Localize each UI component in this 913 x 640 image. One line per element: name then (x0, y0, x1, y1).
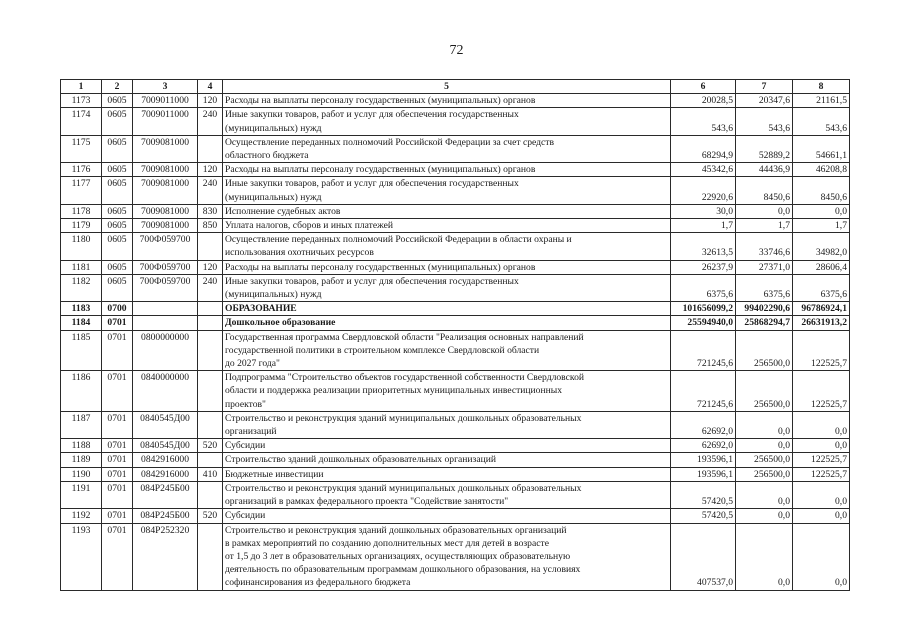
amount-col6: 68294,9 (671, 135, 736, 162)
target-code (133, 316, 198, 330)
description-line: Расходы на выплаты персоналу государственных (муниципальных) органов (225, 95, 536, 107)
amount-col8: 0,0 (793, 509, 850, 523)
target-code: 0840545Д00 (133, 411, 198, 438)
expense-type-code (198, 302, 223, 316)
section-code: 0701 (102, 411, 133, 438)
expense-type-code (198, 371, 223, 412)
expense-type-code: 410 (198, 467, 223, 481)
row-description (223, 509, 671, 523)
target-code: 0800000000 (133, 330, 198, 371)
description-line: проектов" (225, 398, 266, 410)
row-description (223, 204, 671, 218)
table-row (61, 177, 850, 204)
section-code: 0701 (102, 467, 133, 481)
target-code: 700Ф059700 (133, 274, 198, 301)
amount-col8: 0,0 (793, 523, 850, 590)
table-row (61, 371, 850, 412)
target-code: 0842916000 (133, 467, 198, 481)
amount-col8: 21161,5 (793, 94, 850, 108)
expense-type-code: 850 (198, 219, 223, 233)
description-line: Расходы на выплаты персоналу государственных (муниципальных) органов (225, 164, 536, 176)
row-description (223, 274, 671, 301)
amount-col7: 27371,0 (736, 260, 793, 274)
target-code: 7009081000 (133, 135, 198, 162)
section-code: 0605 (102, 94, 133, 108)
target-code (133, 302, 198, 316)
row-description (223, 371, 671, 412)
expense-type-code (198, 233, 223, 260)
amount-col8: 122525,7 (793, 467, 850, 481)
amount-col6: 57420,5 (671, 481, 736, 508)
amount-col7: 44436,9 (736, 163, 793, 177)
column-header: 6 (671, 80, 736, 94)
amount-col6: 25594940,0 (671, 316, 736, 330)
column-header: 2 (102, 80, 133, 94)
amount-col7: 33746,6 (736, 233, 793, 260)
target-code: 7009011000 (133, 108, 198, 135)
amount-col6: 543,6 (671, 108, 736, 135)
table-row (61, 233, 850, 260)
table-header-row (61, 80, 850, 94)
description-line: Исполнение судебных актов (225, 205, 341, 217)
section-code: 0605 (102, 163, 133, 177)
section-code: 0605 (102, 177, 133, 204)
expense-type-code: 240 (198, 108, 223, 135)
amount-col6: 62692,0 (671, 411, 736, 438)
description-line: Расходы на выплаты персоналу государственных (муниципальных) органов (225, 261, 536, 273)
target-code: 084P245Б00 (133, 509, 198, 523)
column-header: 7 (736, 80, 793, 94)
section-code: 0701 (102, 316, 133, 330)
table-row (61, 163, 850, 177)
amount-col8: 122525,7 (793, 371, 850, 412)
row-number: 1186 (61, 371, 102, 412)
amount-col6: 26237,9 (671, 260, 736, 274)
table-row (61, 260, 850, 274)
target-code: 084P252320 (133, 523, 198, 590)
row-description (223, 467, 671, 481)
amount-col8: 122525,7 (793, 330, 850, 371)
amount-col7: 1,7 (736, 219, 793, 233)
expense-type-code (198, 135, 223, 162)
description-line: Дошкольное образование (225, 317, 336, 329)
target-code: 0842916000 (133, 453, 198, 467)
amount-col8: 96786924,1 (793, 302, 850, 316)
amount-col7: 256500,0 (736, 453, 793, 467)
table-row (61, 453, 850, 467)
section-code: 0701 (102, 453, 133, 467)
row-number: 1192 (61, 509, 102, 523)
target-code: 7009081000 (133, 219, 198, 233)
table-row (61, 94, 850, 108)
amount-col6: 193596,1 (671, 453, 736, 467)
amount-col7: 8450,6 (736, 177, 793, 204)
row-number: 1187 (61, 411, 102, 438)
expense-type-code: 520 (198, 509, 223, 523)
amount-col8: 0,0 (793, 439, 850, 453)
table-row (61, 523, 850, 590)
expense-type-code: 120 (198, 94, 223, 108)
section-code: 0700 (102, 302, 133, 316)
description-line: Иные закупки товаров, работ и услуг для обеспечения государственных (225, 178, 519, 190)
section-code: 0701 (102, 371, 133, 412)
table-row (61, 302, 850, 316)
amount-col6: 62692,0 (671, 439, 736, 453)
row-number: 1181 (61, 260, 102, 274)
expense-type-code (198, 481, 223, 508)
amount-col7: 0,0 (736, 439, 793, 453)
description-line: областного бюджета (225, 150, 309, 162)
table-row (61, 411, 850, 438)
amount-col6: 6375,6 (671, 274, 736, 301)
amount-col7: 99402290,6 (736, 302, 793, 316)
amount-col6: 101656099,2 (671, 302, 736, 316)
description-line: (муниципальных) нужд (225, 289, 322, 301)
amount-col8: 1,7 (793, 219, 850, 233)
amount-col7: 256500,0 (736, 330, 793, 371)
page-number: 72 (449, 43, 464, 58)
description-line: Строительство и реконструкция зданий дошкольных образовательных организаций (225, 524, 567, 536)
amount-col6: 57420,5 (671, 509, 736, 523)
amount-col7: 256500,0 (736, 467, 793, 481)
budget-table (60, 79, 850, 591)
description-line: Осуществление переданных полномочий Российской Федерации за счет средств (225, 136, 555, 148)
amount-col6: 193596,1 (671, 467, 736, 481)
description-line: Бюджетные инвестиции (225, 468, 324, 480)
row-description (223, 302, 671, 316)
column-header: 8 (793, 80, 850, 94)
amount-col8: 0,0 (793, 481, 850, 508)
row-description (223, 177, 671, 204)
description-line: Строительство и реконструкция зданий муниципальных дошкольных образовательных (225, 412, 582, 424)
expense-type-code (198, 453, 223, 467)
section-code: 0605 (102, 233, 133, 260)
description-line: Строительство и реконструкция зданий муниципальных дошкольных образовательных (225, 482, 582, 494)
row-description (223, 219, 671, 233)
description-line: Подпрограмма "Строительство объектов государственной собственности Свердловской (225, 372, 584, 384)
section-code: 0605 (102, 204, 133, 218)
amount-col8: 6375,6 (793, 274, 850, 301)
row-description (223, 523, 671, 590)
description-line: Иные закупки товаров, работ и услуг для обеспечения государственных (225, 275, 519, 287)
row-number: 1191 (61, 481, 102, 508)
row-number: 1185 (61, 330, 102, 371)
amount-col8: 54661,1 (793, 135, 850, 162)
target-code: 700Ф059700 (133, 233, 198, 260)
table-row (61, 439, 850, 453)
section-code: 0605 (102, 219, 133, 233)
section-code: 0701 (102, 509, 133, 523)
description-line: (муниципальных) нужд (225, 191, 322, 203)
section-code: 0605 (102, 108, 133, 135)
target-code: 7009081000 (133, 204, 198, 218)
description-line: Иные закупки товаров, работ и услуг для обеспечения государственных (225, 109, 519, 121)
description-line: Строительство зданий дошкольных образовательных организаций (225, 454, 497, 466)
description-line: использования охотничьих ресурсов (225, 247, 374, 259)
expense-type-code (198, 330, 223, 371)
expense-type-code: 120 (198, 163, 223, 177)
column-header: 1 (61, 80, 102, 94)
amount-col8: 26631913,2 (793, 316, 850, 330)
row-number: 1183 (61, 302, 102, 316)
amount-col7: 52889,2 (736, 135, 793, 162)
table-row (61, 509, 850, 523)
amount-col8: 34982,0 (793, 233, 850, 260)
row-description (223, 481, 671, 508)
row-number: 1177 (61, 177, 102, 204)
description-line: Государственная программа Свердловской области "Реализация основных направлений (225, 331, 584, 343)
amount-col6: 45342,6 (671, 163, 736, 177)
amount-col8: 0,0 (793, 411, 850, 438)
table-row (61, 481, 850, 508)
amount-col6: 407537,0 (671, 523, 736, 590)
target-code: 7009011000 (133, 94, 198, 108)
target-code: 7009081000 (133, 163, 198, 177)
row-description (223, 163, 671, 177)
amount-col6: 20028,5 (671, 94, 736, 108)
row-number: 1184 (61, 316, 102, 330)
table-row (61, 108, 850, 135)
row-description (223, 316, 671, 330)
amount-col7: 0,0 (736, 523, 793, 590)
row-description (223, 233, 671, 260)
amount-col7: 0,0 (736, 411, 793, 438)
row-description (223, 260, 671, 274)
description-line: софинансирования из федерального бюджета (225, 577, 411, 589)
section-code: 0701 (102, 330, 133, 371)
expense-type-code: 240 (198, 177, 223, 204)
row-number: 1189 (61, 453, 102, 467)
expense-type-code (198, 523, 223, 590)
column-header: 5 (223, 80, 671, 94)
expense-type-code: 520 (198, 439, 223, 453)
amount-col7: 0,0 (736, 481, 793, 508)
row-description (223, 108, 671, 135)
description-line: государственной политики в строительном комплексе Свердловской области (225, 344, 540, 356)
expense-type-code: 240 (198, 274, 223, 301)
section-code: 0701 (102, 481, 133, 508)
table-row (61, 316, 850, 330)
expense-type-code (198, 316, 223, 330)
amount-col7: 0,0 (736, 509, 793, 523)
table-row (61, 274, 850, 301)
amount-col8: 28606,4 (793, 260, 850, 274)
table-row (61, 204, 850, 218)
row-description (223, 94, 671, 108)
description-line: Уплата налогов, сборов и иных платежей (225, 220, 394, 232)
expense-type-code: 830 (198, 204, 223, 218)
amount-col6: 30,0 (671, 204, 736, 218)
amount-col8: 46208,8 (793, 163, 850, 177)
row-number: 1175 (61, 135, 102, 162)
target-code: 0840000000 (133, 371, 198, 412)
amount-col8: 0,0 (793, 204, 850, 218)
row-number: 1190 (61, 467, 102, 481)
row-description (223, 330, 671, 371)
row-number: 1193 (61, 523, 102, 590)
amount-col7: 543,6 (736, 108, 793, 135)
description-line: организаций (225, 426, 277, 438)
amount-col8: 8450,6 (793, 177, 850, 204)
amount-col6: 32613,5 (671, 233, 736, 260)
amount-col6: 1,7 (671, 219, 736, 233)
column-header: 3 (133, 80, 198, 94)
amount-col6: 721245,6 (671, 330, 736, 371)
row-description (223, 453, 671, 467)
amount-col7: 6375,6 (736, 274, 793, 301)
amount-col6: 22920,6 (671, 177, 736, 204)
amount-col7: 20347,6 (736, 94, 793, 108)
description-line: деятельность по образовательным программам дошкольного образования, на условиях (225, 564, 581, 576)
section-code: 0701 (102, 523, 133, 590)
section-code: 0701 (102, 439, 133, 453)
table-row (61, 219, 850, 233)
description-line: Субсидии (225, 440, 266, 452)
amount-col7: 25868294,7 (736, 316, 793, 330)
row-number: 1188 (61, 439, 102, 453)
description-line: организаций в рамках федерального проекта "Содействие занятости" (225, 496, 509, 508)
row-description (223, 411, 671, 438)
description-line: Осуществление переданных полномочий Российской Федерации в области охраны и (225, 234, 572, 246)
target-code: 700Ф059700 (133, 260, 198, 274)
section-code: 0605 (102, 274, 133, 301)
row-number: 1180 (61, 233, 102, 260)
description-line: Субсидии (225, 510, 266, 522)
description-line: ОБРАЗОВАНИЕ (225, 303, 297, 315)
row-number: 1176 (61, 163, 102, 177)
section-code: 0605 (102, 260, 133, 274)
description-line: до 2027 года" (225, 358, 280, 370)
target-code: 0840545Д00 (133, 439, 198, 453)
row-description (223, 135, 671, 162)
description-line: от 1,5 до 3 лет в образовательных организациях, осуществляющих образовательную (225, 550, 571, 562)
amount-col7: 256500,0 (736, 371, 793, 412)
amount-col8: 122525,7 (793, 453, 850, 467)
column-header: 4 (198, 80, 223, 94)
amount-col6: 721245,6 (671, 371, 736, 412)
target-code: 084P245Б00 (133, 481, 198, 508)
amount-col7: 0,0 (736, 204, 793, 218)
expense-type-code (198, 411, 223, 438)
expense-type-code: 120 (198, 260, 223, 274)
description-line: (муниципальных) нужд (225, 122, 322, 134)
target-code: 7009081000 (133, 177, 198, 204)
row-number: 1179 (61, 219, 102, 233)
table-row (61, 330, 850, 371)
description-line: в рамках мероприятий по созданию дополнительных мест для детей в возрасте (225, 537, 549, 549)
row-number: 1178 (61, 204, 102, 218)
row-description (223, 439, 671, 453)
table-row (61, 467, 850, 481)
row-number: 1174 (61, 108, 102, 135)
section-code: 0605 (102, 135, 133, 162)
row-number: 1182 (61, 274, 102, 301)
amount-col8: 543,6 (793, 108, 850, 135)
table-row (61, 135, 850, 162)
description-line: области и поддержка реализации приоритетных муниципальных инвестиционных (225, 385, 562, 397)
row-number: 1173 (61, 94, 102, 108)
